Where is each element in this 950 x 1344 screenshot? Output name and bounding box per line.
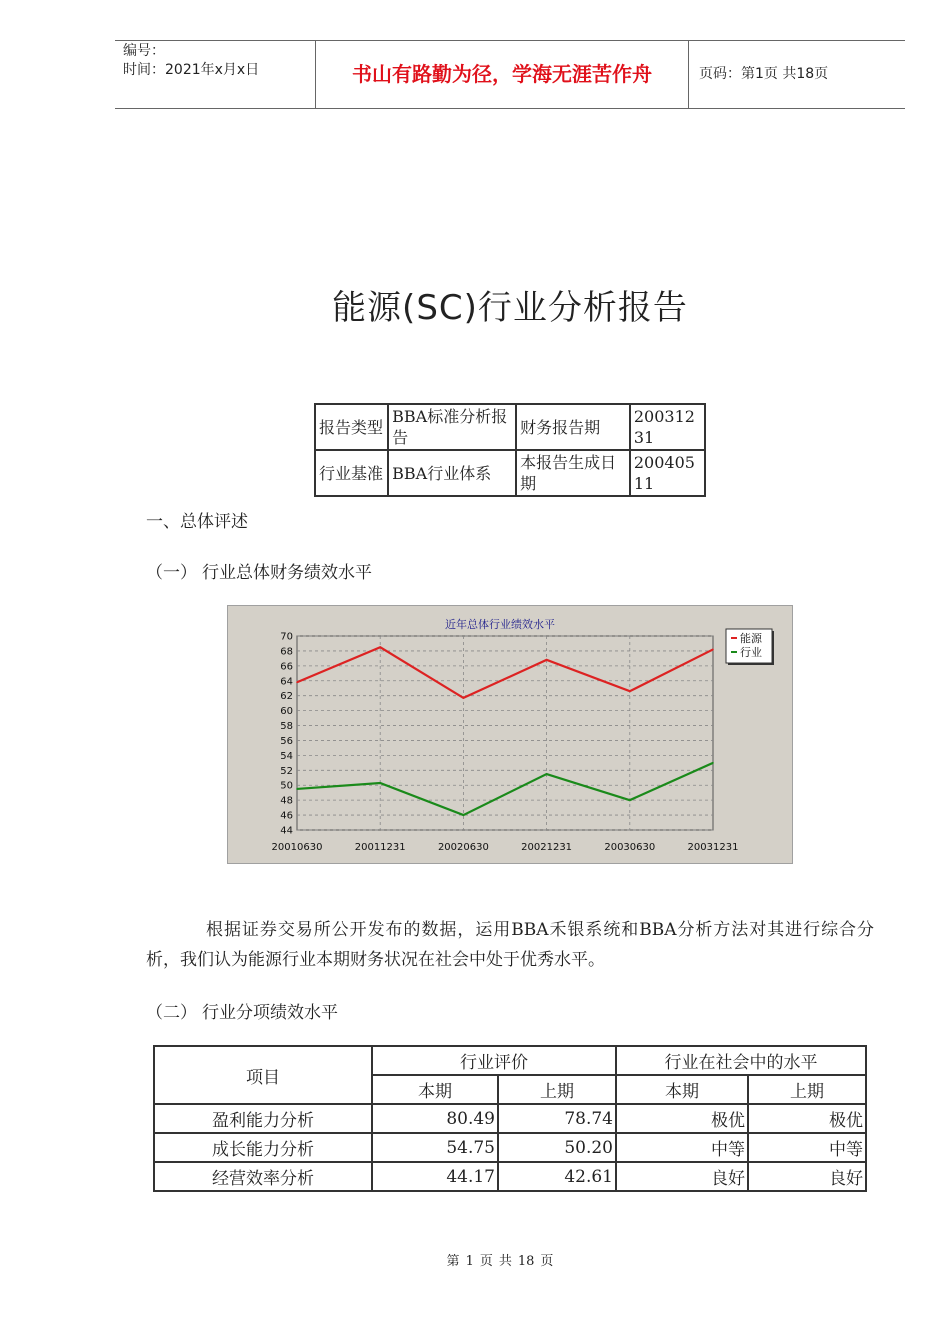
data-point — [546, 773, 548, 775]
subsection-heading — [146, 998, 338, 1023]
column-header-item: 项目 — [154, 1046, 372, 1104]
plot-area — [297, 636, 713, 830]
legend-label: 行业 — [740, 646, 762, 659]
column-header-current: 本期 — [372, 1075, 498, 1104]
y-tick-label: 64 — [280, 676, 293, 688]
y-tick-label: 66 — [280, 661, 293, 673]
info-value: BBA行业体系 — [388, 450, 516, 496]
report-info-table — [314, 403, 706, 497]
info-row — [315, 450, 705, 496]
section-heading: 一、总体评述 — [146, 512, 248, 532]
subsection-heading — [146, 558, 372, 583]
chart-title: 近年总体行业绩效水平 — [445, 618, 555, 631]
row-level-current: 中等 — [616, 1133, 748, 1162]
row-level-current: 极优 — [616, 1104, 748, 1133]
performance-table — [153, 1045, 867, 1192]
info-value: BBA标准分析报告 — [388, 404, 516, 450]
subsection-number: （一） — [146, 563, 197, 583]
row-item: 经营效率分析 — [154, 1162, 372, 1191]
row-value-current: 80.49 — [372, 1104, 498, 1133]
header-meta — [115, 41, 315, 108]
footer-text: 第 — [446, 1254, 460, 1269]
y-tick-label: 56 — [280, 735, 293, 747]
page-header — [115, 40, 905, 109]
y-tick-label: 60 — [280, 706, 293, 718]
info-key: 报告类型 — [315, 404, 388, 450]
summary-paragraph: 根据证券交易所公开发布的数据，运用BBA禾银系统和BBA分析方法对其进行综合分析，我们认为能源行业本期财务状况在社会中处于优秀水平。 — [146, 920, 874, 970]
y-tick-label: 44 — [280, 825, 293, 837]
row-item: 盈利能力分析 — [154, 1104, 372, 1133]
table-row — [154, 1162, 866, 1191]
data-point — [379, 646, 381, 648]
footer-page-number: 1 — [465, 1254, 474, 1269]
x-tick-label: 20031231 — [687, 842, 739, 853]
data-point — [379, 782, 381, 784]
date-label: 时间：2021年x月x日 — [123, 62, 260, 78]
header-motto: 书山有路勤为径，学海无涯苦作舟 — [315, 41, 689, 108]
data-point — [546, 659, 548, 661]
subsection-text: 行业分项绩效水平 — [202, 1003, 338, 1023]
info-key: 本报告生成日期 — [516, 450, 630, 496]
y-tick-label: 52 — [280, 765, 293, 777]
y-tick-label: 68 — [280, 646, 293, 658]
footer-text: 页 — [479, 1254, 493, 1269]
serial-label: 编号： — [123, 43, 165, 59]
info-row — [315, 404, 705, 450]
info-key: 财务报告期 — [516, 404, 630, 450]
x-tick-label: 20030630 — [604, 842, 656, 853]
column-group-rating: 行业评价 — [372, 1046, 616, 1075]
data-point — [296, 681, 298, 683]
x-tick-label: 20010630 — [271, 842, 323, 853]
x-tick-label: 20020630 — [437, 842, 489, 853]
row-value-previous: 78.74 — [498, 1104, 616, 1133]
y-tick-label: 48 — [280, 795, 293, 807]
table-row — [154, 1104, 866, 1133]
header-page-label: 页码：第1页 共18页 — [699, 66, 829, 82]
data-point — [712, 762, 714, 764]
footer-text: 页 — [540, 1254, 554, 1269]
x-tick-label: 20011231 — [354, 842, 406, 853]
column-header-previous: 上期 — [748, 1075, 866, 1104]
footer-total-pages: 18 — [517, 1254, 535, 1269]
row-value-current: 44.17 — [372, 1162, 498, 1191]
data-point — [296, 788, 298, 790]
column-header-current: 本期 — [616, 1075, 748, 1104]
page-footer — [0, 1250, 950, 1269]
report-title: 能源(SC)行业分析报告 — [332, 288, 688, 328]
y-tick-label: 58 — [280, 721, 293, 733]
row-level-previous: 极优 — [748, 1104, 866, 1133]
y-tick-label: 62 — [280, 691, 293, 703]
y-tick-label: 46 — [280, 810, 293, 822]
row-value-previous: 50.20 — [498, 1133, 616, 1162]
info-key: 行业基准 — [315, 450, 388, 496]
table-header-row — [154, 1046, 866, 1075]
subsection-text: 行业总体财务绩效水平 — [202, 563, 372, 583]
row-level-previous: 中等 — [748, 1133, 866, 1162]
performance-line-chart — [227, 605, 793, 864]
info-value: 20040511 — [630, 450, 705, 496]
row-level-current: 良好 — [616, 1162, 748, 1191]
info-value: 20031231 — [630, 404, 705, 450]
legend-label: 能源 — [740, 632, 762, 645]
data-point — [629, 799, 631, 801]
column-group-level: 行业在社会中的水平 — [616, 1046, 866, 1075]
y-tick-label: 70 — [280, 631, 293, 643]
data-point — [712, 649, 714, 651]
table-row — [154, 1133, 866, 1162]
row-level-previous: 良好 — [748, 1162, 866, 1191]
column-header-previous: 上期 — [498, 1075, 616, 1104]
data-point — [463, 814, 465, 816]
row-item: 成长能力分析 — [154, 1133, 372, 1162]
footer-text: 共 — [498, 1254, 512, 1269]
subsection-number: （二） — [146, 1003, 197, 1023]
data-point — [629, 690, 631, 692]
data-point — [463, 697, 465, 699]
row-value-current: 54.75 — [372, 1133, 498, 1162]
x-tick-label: 20021231 — [521, 842, 573, 853]
row-value-previous: 42.61 — [498, 1162, 616, 1191]
y-tick-label: 50 — [280, 780, 293, 792]
y-tick-label: 54 — [280, 750, 293, 762]
